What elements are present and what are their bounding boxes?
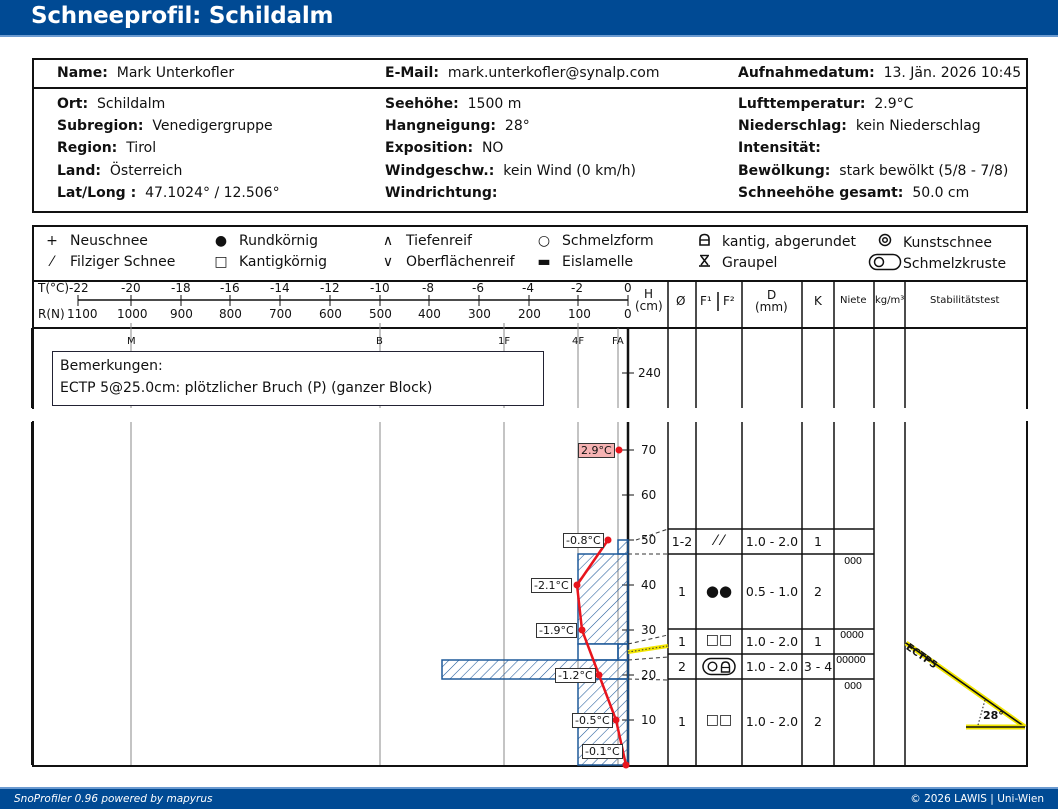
legend-label: Filziger Schnee bbox=[70, 254, 176, 270]
temp-tick: -2 bbox=[571, 281, 583, 295]
filled-circle-icon: ● bbox=[705, 582, 719, 600]
stability-test-label: ECTP5 bbox=[903, 642, 939, 672]
layer-5-grain-shape bbox=[696, 712, 742, 728]
label: Hangneigung: bbox=[385, 118, 496, 134]
layer-1-diam: 1-2 bbox=[671, 534, 693, 549]
info-name-value: Mark Unterkofler bbox=[116, 65, 235, 81]
hardness-profile bbox=[442, 540, 628, 765]
legend-label: Tiefenreif bbox=[406, 233, 472, 249]
temperature-label: -0.1°C bbox=[582, 744, 623, 759]
layer-5-niete: 000 bbox=[844, 681, 862, 692]
height-axis-label: H bbox=[644, 287, 654, 301]
ram-tick: 300 bbox=[468, 307, 491, 321]
filled-circle-icon: ● bbox=[719, 582, 733, 600]
legend-label: Kunstschnee bbox=[903, 235, 992, 251]
temperature-label: -0.8°C bbox=[563, 533, 604, 548]
layer-5-diam: 1 bbox=[678, 714, 686, 729]
value: 50.0 cm bbox=[912, 185, 970, 201]
hardness-label-1f: 1F bbox=[498, 336, 511, 347]
temp-tick: -4 bbox=[522, 281, 534, 295]
value: Schildalm bbox=[97, 96, 166, 112]
ram-axis-label: R(N) bbox=[38, 307, 65, 321]
ram-tick: 200 bbox=[518, 307, 541, 321]
layer-1-grain-shape bbox=[696, 533, 742, 549]
remarks-box bbox=[52, 351, 544, 406]
legend-label: Graupel bbox=[722, 255, 778, 271]
remarks-title: Bemerkungen: bbox=[60, 358, 163, 374]
temperature-label: -1.9°C bbox=[536, 623, 577, 638]
ram-tick: 400 bbox=[418, 307, 441, 321]
value: 28° bbox=[504, 118, 530, 134]
hardness-label-b: B bbox=[376, 336, 383, 347]
plus-icon: + bbox=[46, 233, 58, 249]
hardness-label-4f: 4F bbox=[572, 336, 585, 347]
temp-axis-label: T(°C) bbox=[38, 281, 70, 295]
label: Intensität: bbox=[738, 140, 821, 156]
square-icon: □ bbox=[719, 632, 733, 648]
height-label: 10 bbox=[641, 713, 657, 727]
col-header-niete: Niete bbox=[840, 295, 867, 306]
temp-tick: -20 bbox=[121, 281, 141, 295]
caret-down-icon: ∨ bbox=[382, 254, 394, 270]
legend-label: Neuschnee bbox=[70, 233, 148, 249]
layer-2-niete: 000 bbox=[844, 556, 862, 567]
col-header-density: kg/m³ bbox=[875, 295, 905, 306]
filled-circle-icon: ● bbox=[214, 233, 228, 249]
label: Lat/Long : bbox=[57, 185, 137, 201]
table-column-lines bbox=[628, 280, 905, 765]
temperature-label: -1.2°C bbox=[555, 668, 596, 683]
col-header-stability: Stabilitätstest bbox=[930, 295, 1000, 306]
height-label: 70 bbox=[641, 443, 657, 457]
value: NO bbox=[481, 140, 504, 156]
layer-4-diam: 2 bbox=[678, 659, 686, 674]
ram-tick: 500 bbox=[369, 307, 392, 321]
col-header-f1: F¹ bbox=[700, 294, 712, 308]
layer-4-hardness: 3 - 4 bbox=[803, 659, 833, 674]
label: Niederschlag: bbox=[738, 118, 847, 134]
square-icon: □ bbox=[719, 712, 733, 728]
value: stark bewölkt (5/8 - 7/8) bbox=[839, 163, 1009, 179]
label: Windgeschw.: bbox=[385, 163, 495, 179]
legend-label: kantig, abgerundet bbox=[722, 234, 856, 250]
melt-crust-icon bbox=[702, 661, 736, 680]
value: Tirol bbox=[126, 140, 157, 156]
layer-5-hardness: 2 bbox=[814, 714, 822, 729]
value: Venedigergruppe bbox=[152, 118, 273, 134]
air-temperature-label: 2.9°C bbox=[578, 443, 615, 458]
square-icon: □ bbox=[705, 712, 719, 728]
layer-1-hardness: 1 bbox=[814, 534, 822, 549]
col-header-k: K bbox=[814, 294, 822, 308]
label: Ort: bbox=[57, 96, 89, 112]
label: Bewölkung: bbox=[738, 163, 831, 179]
temp-tick: -22 bbox=[69, 281, 89, 295]
layer-4-size: 1.0 - 2.0 bbox=[745, 659, 799, 674]
value: 2.9°C bbox=[874, 96, 914, 112]
legend-label: Eislamelle bbox=[562, 254, 634, 270]
temp-tick: -14 bbox=[270, 281, 290, 295]
info-date-label: Aufnahmedatum: bbox=[738, 65, 875, 81]
value: kein Niederschlag bbox=[855, 118, 981, 134]
layer-5-size: 1.0 - 2.0 bbox=[745, 714, 799, 729]
label: Exposition: bbox=[385, 140, 474, 156]
footer-copyright: © 2026 LAWIS | Uni-Wien bbox=[910, 793, 1044, 805]
temp-tick: -18 bbox=[171, 281, 191, 295]
height-label: 40 bbox=[641, 578, 657, 592]
label: Schneehöhe gesamt: bbox=[738, 185, 904, 201]
remarks-text: ECTP 5@25.0cm: plötzlicher Bruch (P) (ganzer Block) bbox=[60, 380, 433, 396]
ram-tick: 700 bbox=[269, 307, 292, 321]
layer-2-size: 0.5 - 1.0 bbox=[745, 584, 799, 599]
layer-2-hardness: 2 bbox=[814, 584, 822, 599]
ram-tick: 800 bbox=[219, 307, 242, 321]
height-axis-unit: (cm) bbox=[635, 299, 663, 313]
legend-label: Oberflächenreif bbox=[406, 254, 515, 270]
height-label: 240 bbox=[638, 366, 661, 380]
square-icon: □ bbox=[214, 254, 228, 270]
ram-tick: 600 bbox=[319, 307, 342, 321]
info-date-value: 13. Jän. 2026 10:45 bbox=[883, 65, 1022, 81]
slope-angle-label: 28° bbox=[983, 709, 1004, 722]
height-label: 30 bbox=[641, 623, 657, 637]
label: Lufttemperatur: bbox=[738, 96, 866, 112]
col-header-f2: F² bbox=[723, 294, 735, 308]
footer-bar bbox=[0, 787, 1058, 809]
slash-icon: ⁄ bbox=[721, 533, 724, 549]
label: Seehöhe: bbox=[385, 96, 459, 112]
weak-layer-marker bbox=[628, 646, 668, 652]
ram-tick: 1000 bbox=[117, 307, 148, 321]
value: Österreich bbox=[109, 163, 183, 179]
filled-rect-icon: ▬ bbox=[537, 254, 551, 270]
legend-label: Rundkörnig bbox=[239, 233, 319, 249]
label: Region: bbox=[57, 140, 118, 156]
layer-4-grain-shape bbox=[702, 657, 736, 680]
legend-label: Schmelzform bbox=[562, 233, 654, 249]
layer-3-grain-shape bbox=[696, 632, 742, 648]
layer-3-hardness: 1 bbox=[814, 634, 822, 649]
temp-tick: -16 bbox=[220, 281, 240, 295]
temp-tick: -12 bbox=[320, 281, 340, 295]
layer-3-niete: 0000 bbox=[840, 630, 864, 641]
page-title: Schneeprofil: Schildalm bbox=[31, 3, 334, 29]
ram-tick: 100 bbox=[568, 307, 591, 321]
col-header-d-unit: (mm) bbox=[755, 300, 788, 314]
square-icon: □ bbox=[705, 632, 719, 648]
height-label: 50 bbox=[641, 533, 657, 547]
col-header-diameter: Ø bbox=[676, 294, 686, 308]
footer-credit: SnoProfiler 0.96 powered by mapyrus bbox=[14, 793, 213, 805]
layer-boundaries bbox=[628, 529, 668, 680]
height-label: 60 bbox=[641, 488, 657, 502]
value: 47.1024° / 12.506° bbox=[145, 185, 280, 201]
layer-3-size: 1.0 - 2.0 bbox=[745, 634, 799, 649]
value: 1500 m bbox=[467, 96, 522, 112]
open-circle-icon: ○ bbox=[537, 233, 551, 249]
value: kein Wind (0 km/h) bbox=[503, 163, 636, 179]
info-name-label: Name: bbox=[57, 65, 108, 81]
temp-tick: 0 bbox=[624, 281, 632, 295]
temperature-label: -0.5°C bbox=[572, 713, 613, 728]
layer-3-diam: 1 bbox=[678, 634, 686, 649]
ram-tick: 1100 bbox=[67, 307, 98, 321]
info-email-label: E-Mail: bbox=[385, 65, 439, 81]
hardness-label-fa: FA bbox=[612, 336, 624, 347]
layer-2-diam: 1 bbox=[678, 584, 686, 599]
label: Subregion: bbox=[57, 118, 144, 134]
slash-icon: ⁄ bbox=[714, 533, 717, 549]
hardness-label-m: M bbox=[127, 336, 136, 347]
caret-up-icon: ∧ bbox=[382, 233, 394, 249]
layer-2-grain-shape bbox=[696, 582, 742, 600]
temp-tick: -10 bbox=[370, 281, 390, 295]
layer-1-size: 1.0 - 2.0 bbox=[745, 534, 799, 549]
ram-tick: 0 bbox=[624, 307, 632, 321]
col-header-d: D bbox=[767, 288, 777, 302]
slash-icon: ⁄ bbox=[50, 254, 54, 270]
temp-tick: -6 bbox=[472, 281, 484, 295]
ram-tick: 900 bbox=[170, 307, 193, 321]
legend-label: Schmelzkruste bbox=[903, 256, 1007, 272]
legend-label: Kantigkörnig bbox=[239, 254, 327, 270]
label: Windrichtung: bbox=[385, 185, 498, 201]
info-email-value: mark.unterkofler@synalp.com bbox=[447, 65, 660, 81]
height-label: 20 bbox=[641, 668, 657, 682]
layer-4-niete: 00000 bbox=[836, 655, 866, 666]
temperature-label: -2.1°C bbox=[531, 578, 572, 593]
temp-tick: -8 bbox=[422, 281, 434, 295]
label: Land: bbox=[57, 163, 101, 179]
